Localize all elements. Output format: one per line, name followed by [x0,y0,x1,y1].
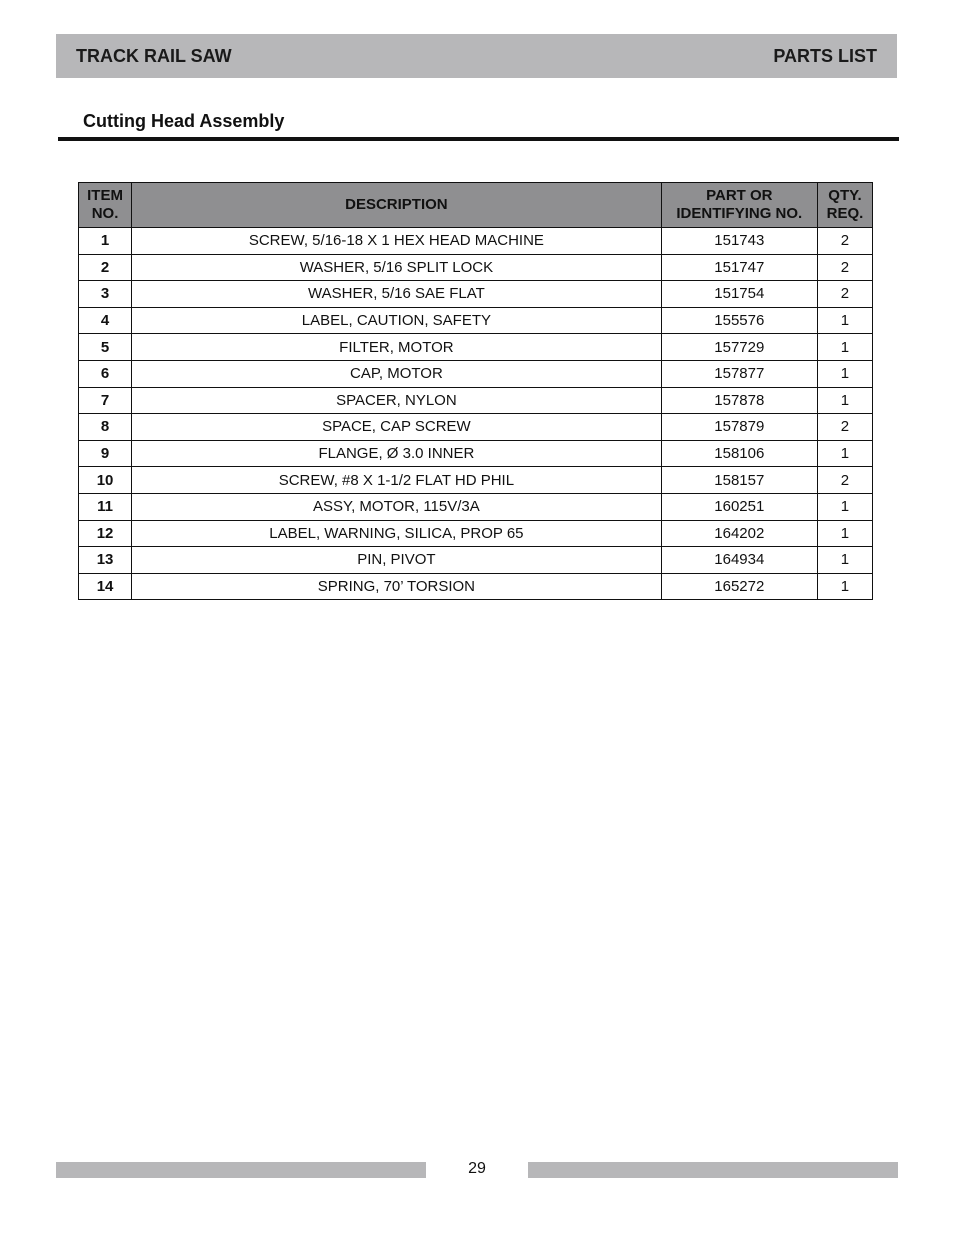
cell-description: LABEL, CAUTION, SAFETY [132,307,662,334]
cell-part: 164202 [661,520,817,547]
table-row [79,281,873,308]
cell-part: 151743 [661,228,817,255]
cell-part: 157729 [661,334,817,361]
cell-description: SCREW, 5/16-18 X 1 HEX HEAD MACHINE [132,228,662,255]
parts-table [78,182,873,600]
table-row [79,387,873,414]
cell-qty: 2 [817,254,872,281]
column-header-item: ITEM NO. [79,183,132,228]
table-header-row [79,183,873,228]
cell-description: FLANGE, Ø 3.0 INNER [132,440,662,467]
cell-qty: 1 [817,440,872,467]
table-body [79,228,873,600]
cell-part: 158157 [661,467,817,494]
cell-part: 164934 [661,547,817,574]
table-row [79,493,873,520]
footer-bar-left [56,1162,426,1178]
cell-qty: 2 [817,467,872,494]
cell-description: LABEL, WARNING, SILICA, PROP 65 [132,520,662,547]
cell-qty: 1 [817,547,872,574]
cell-qty: 1 [817,573,872,600]
table-row [79,360,873,387]
page-header [56,34,897,78]
cell-item: 9 [79,440,132,467]
page-number: 29 [468,1160,486,1177]
cell-part: 151754 [661,281,817,308]
cell-part: 158106 [661,440,817,467]
cell-description: ASSY, MOTOR, 115V/3A [132,493,662,520]
column-header-part: PART OR IDENTIFYING NO. [661,183,817,228]
cell-description: SCREW, #8 X 1-1/2 FLAT HD PHIL [132,467,662,494]
cell-part: 157878 [661,387,817,414]
table-row [79,228,873,255]
cell-description: FILTER, MOTOR [132,334,662,361]
cell-part: 165272 [661,573,817,600]
table-row [79,334,873,361]
cell-item: 3 [79,281,132,308]
cell-qty: 2 [817,414,872,441]
section-title: Cutting Head Assembly [83,111,285,131]
column-header-qty: QTY. REQ. [817,183,872,228]
table-row [79,414,873,441]
table-row [79,547,873,574]
table-row [79,440,873,467]
table-row [79,573,873,600]
cell-part: 160251 [661,493,817,520]
header-product-title: TRACK RAIL SAW [76,45,232,66]
table-row [79,520,873,547]
cell-qty: 1 [817,387,872,414]
cell-description: SPACE, CAP SCREW [132,414,662,441]
cell-item: 8 [79,414,132,441]
cell-item: 11 [79,493,132,520]
cell-part: 157879 [661,414,817,441]
cell-description: SPACER, NYLON [132,387,662,414]
cell-item: 7 [79,387,132,414]
section-divider [58,137,899,141]
cell-qty: 1 [817,493,872,520]
cell-part: 151747 [661,254,817,281]
cell-description: SPRING, 70’ TORSION [132,573,662,600]
cell-qty: 2 [817,281,872,308]
cell-part: 155576 [661,307,817,334]
cell-item: 4 [79,307,132,334]
cell-description: WASHER, 5/16 SPLIT LOCK [132,254,662,281]
footer-bar-right [528,1162,898,1178]
table-row [79,254,873,281]
table-row [79,307,873,334]
cell-item: 13 [79,547,132,574]
cell-item: 12 [79,520,132,547]
cell-qty: 1 [817,360,872,387]
cell-item: 14 [79,573,132,600]
cell-item: 2 [79,254,132,281]
cell-item: 1 [79,228,132,255]
cell-qty: 1 [817,307,872,334]
cell-description: CAP, MOTOR [132,360,662,387]
table-row [79,467,873,494]
header-section-title: PARTS LIST [773,45,877,66]
cell-item: 10 [79,467,132,494]
cell-qty: 1 [817,334,872,361]
column-header-description: DESCRIPTION [132,183,662,228]
cell-description: WASHER, 5/16 SAE FLAT [132,281,662,308]
cell-part: 157877 [661,360,817,387]
cell-item: 5 [79,334,132,361]
cell-qty: 1 [817,520,872,547]
cell-qty: 2 [817,228,872,255]
cell-item: 6 [79,360,132,387]
cell-description: PIN, PIVOT [132,547,662,574]
